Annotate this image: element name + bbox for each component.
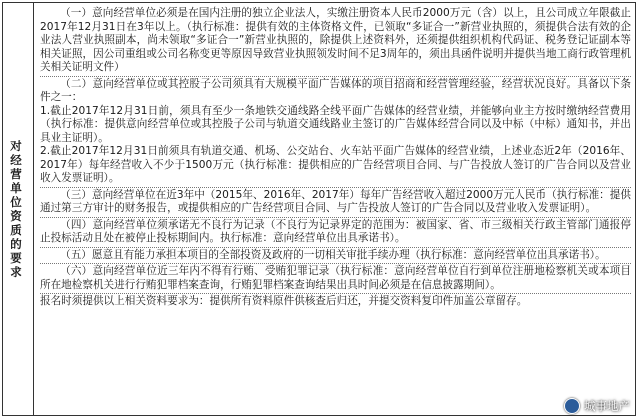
requirement-5: （五）愿意且有能力承担本项目的全部投资及政府的一切相关审批手续办理（执行标准：意向经营单位出具承诺书）。 xyxy=(60,248,606,261)
divider xyxy=(40,187,631,188)
requirements-content xyxy=(34,3,635,415)
row-header-label: 对经营单位资质的要求 xyxy=(10,139,22,279)
submission-note: 报名时须提供以上相关资料要求为：提供所有资料原件供核查后归还，并提交资料复印件加盖公章留存。 xyxy=(40,295,528,307)
divider xyxy=(40,76,631,77)
divider xyxy=(40,247,631,248)
requirement-6: （六）意向经营单位近三年内不得有行贿、受贿犯罪记录（执行标准：意向经营单位自行到单位注册地检察机关或本项目所在地检察机关进行行贿犯罪档案查询，行贿犯罪档案查询结果出具时间必须是在信息披露期间）。 xyxy=(40,265,631,291)
divider xyxy=(40,217,631,218)
divider xyxy=(40,293,631,294)
row-header-cell xyxy=(3,3,34,415)
divider xyxy=(40,263,631,264)
watermark xyxy=(564,398,630,414)
watermark-text: 城事地产 xyxy=(584,399,630,413)
requirements-table xyxy=(2,2,636,416)
requirement-1: （一）意向经营单位必须是在国内注册的独立企业法人，实缴注册资本人民币2000万元（含）以上，且公司成立年限截止2017年12月31日在3年以上。（执行标准：提供有效的主体资格文件，已领取“多证合一”新营业执照的，须提供合法有效的企业法人营业执照副本，尚未领取“多证合一”新营业执照的，除提供上述资料外，还须提供组织机构代码证、税务登记证副本等相关证照，因公司重组或公司名称变更等原因导致营业执照领发时间不足3周年的，须出具函件说明并提供当地工商行政管理机关相关证明文件） xyxy=(40,7,631,73)
requirement-4: （四）意向经营单位须承诺无不良行为记录（不良行为记录界定的范围为：被国家、省、市三级相关行政主管部门通报停止投标活动且处在被停止投标期间内。执行标准：意向经营单位出具承诺书）。 xyxy=(40,218,631,244)
watermark-logo-icon xyxy=(564,398,580,414)
requirement-2-option-2: 2.截止2017年12月31日前须具有轨道交通、机场、公交站台、火车站平面广告媒体的经营业绩，上述业态近2年（2016年、2017年）每年经营收入不少于1500万元（执行标准：提供相应的广告经营项目合同、与广告投放人签订的广告合同以及营业收入发票证明）。 xyxy=(40,145,631,184)
requirement-2-option-1: 1.截止2017年12月31日前，须具有至少一条地铁交通线路全线平面广告媒体的经营业绩，并能够向业主方按时缴纳经营费用（执行标准：提供意向经营单位或其控股子公司与轨道交通线路业主签订的广告媒体经营合同以及中标（中标）通知书，并出具业主证明）。 xyxy=(40,104,631,144)
requirement-2: （二）意向经营单位或其控股子公司须具有大规模平面广告媒体的项目招商和经营管理经验，经营状况良好。具备以下条件之一： xyxy=(40,77,631,103)
requirement-3: （三）意向经营单位在近3年中（2015年、2016年、2017年）每年广告经营收入超过2000万元人民币（执行标准：提供通过第三方审计的财务报告，或提供相应的广告经营项目合同、与广告投放人签订的广告合同以及营业收入发票证明）。 xyxy=(40,188,631,214)
